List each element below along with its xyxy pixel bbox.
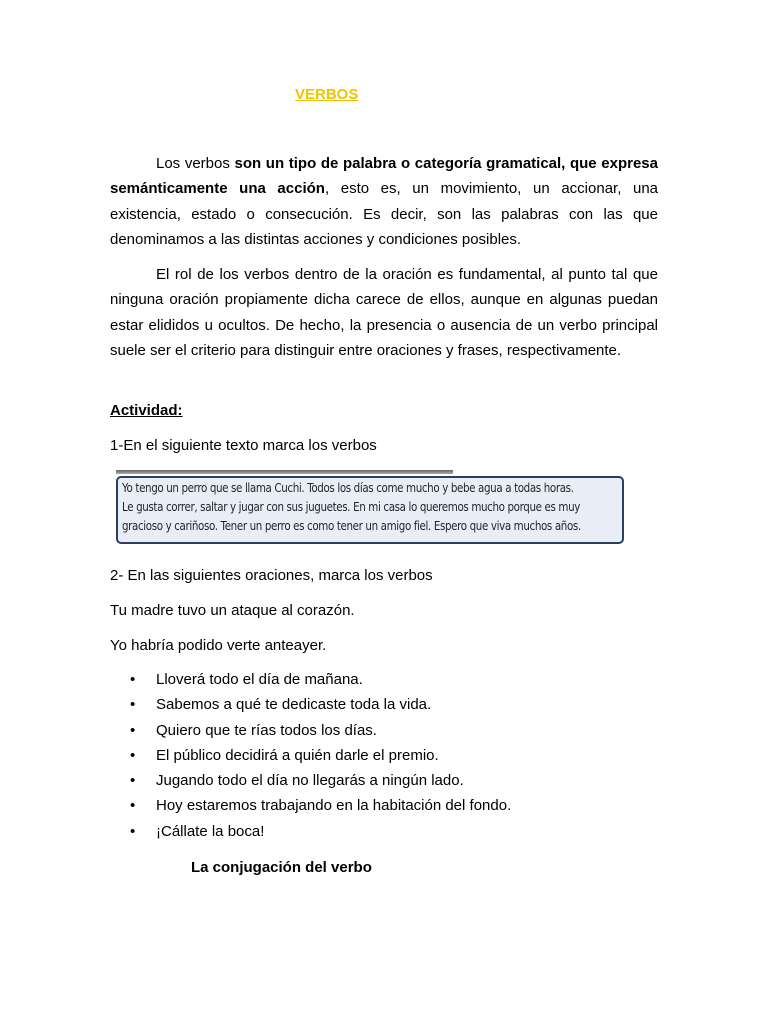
image-top-rule <box>116 470 453 474</box>
document-title: VERBOS <box>295 86 359 103</box>
bullet-icon: • <box>130 772 136 790</box>
list-item <box>110 772 511 797</box>
text-image <box>116 470 628 548</box>
intro-rest: , esto es, un movimiento, un accionar, una existencia, estado o consecución. Es decir, son las palabras con las que denominamos a las distintas acciones y condiciones posibles. <box>110 180 658 248</box>
list-item-text: Jugando todo el día no llegarás a ningún lado. <box>156 772 464 790</box>
role-paragraph <box>110 262 658 363</box>
bullet-icon: • <box>130 721 136 739</box>
intro-paragraph <box>110 151 658 252</box>
sentence-list <box>110 671 511 848</box>
bullet-icon: • <box>130 822 136 840</box>
list-item <box>110 797 511 822</box>
subheading: La conjugación del verbo <box>191 859 372 876</box>
intro-bold: son un tipo de palabra o categoría gramatical, que expresa semánticamente una acción <box>110 155 658 198</box>
image-text <box>122 479 581 536</box>
role-text: El rol de los verbos dentro de la oración es fundamental, al punto tal que ninguna oración propiamente dicha carece de ellos, aunque en algunas puedan estar elididos u ocultos. De hecho, la presencia o ausencia de un verbo principal suele ser el criterio para distinguir entre oraciones y frases, respectivamente. <box>110 266 658 359</box>
list-item <box>110 823 511 848</box>
list-item-text: ¡Cállate la boca! <box>156 822 265 840</box>
list-item <box>110 722 511 747</box>
list-item-text: El público decidirá a quién darle el premio. <box>156 746 439 764</box>
exercise-1-prompt: 1-En el siguiente texto marca los verbos <box>110 437 377 454</box>
list-item <box>110 671 511 696</box>
bullet-icon: • <box>130 797 136 815</box>
list-item-text: Quiero que te rías todos los días. <box>156 721 377 739</box>
list-item-text: Hoy estaremos trabajando en la habitación del fondo. <box>156 797 512 815</box>
sentence: Yo habría podido verte anteayer. <box>110 637 327 654</box>
bullet-icon: • <box>130 746 136 764</box>
list-item-text: Sabemos a qué te dedicaste toda la vida. <box>156 696 432 714</box>
image-text-line: gracioso y cariñoso. Tener un perro es como tener un amigo fiel. Espero que viva muchos años. <box>122 519 581 533</box>
list-item-text: Lloverá todo el día de mañana. <box>156 671 363 688</box>
list-item <box>110 747 511 772</box>
exercise-2-prompt: 2- En las siguientes oraciones, marca los verbos <box>110 567 433 584</box>
bullet-icon: • <box>130 696 136 714</box>
intro-lead: Los verbos <box>156 155 230 172</box>
activity-heading: Actividad: <box>110 402 183 419</box>
image-text-line: Le gusta correr, saltar y jugar con sus juguetes. En mi casa lo queremos mucho porque es muy <box>122 500 581 514</box>
bullet-icon: • <box>130 671 136 688</box>
image-text-line: Yo tengo un perro que se llama Cuchi. Todos los días come mucho y bebe agua a todas horas. <box>122 481 574 495</box>
sentence: Tu madre tuvo un ataque al corazón. <box>110 602 355 619</box>
list-item <box>110 696 511 721</box>
